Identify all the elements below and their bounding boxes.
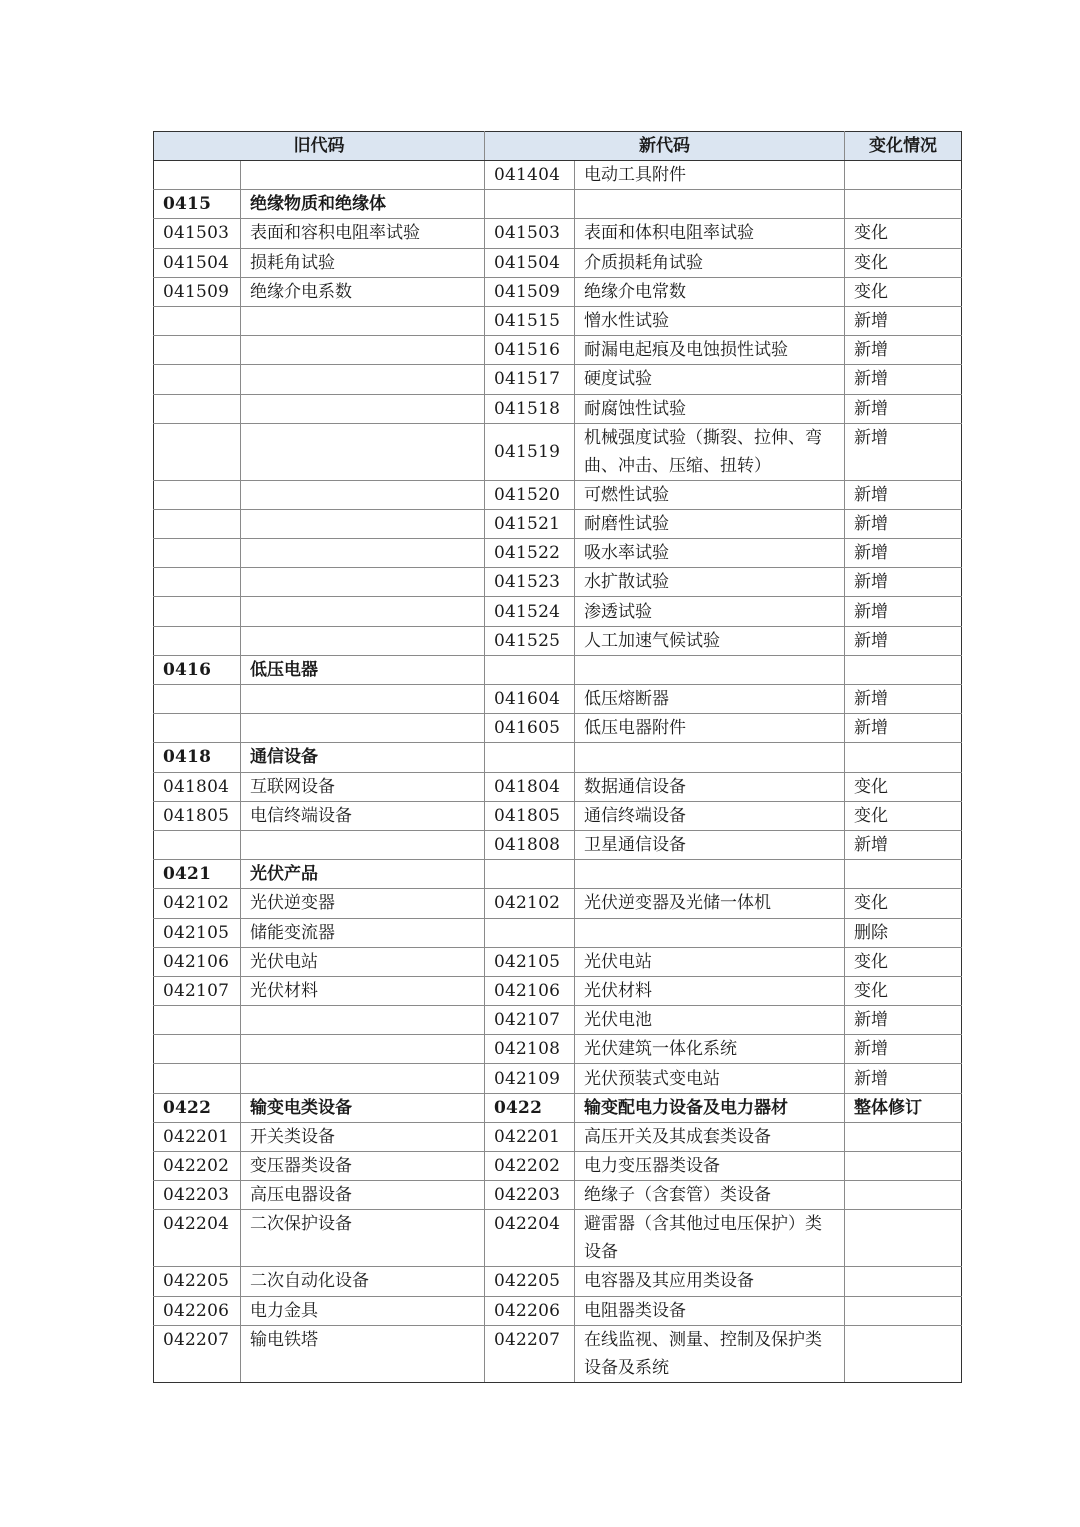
new-code-cell: 041516 xyxy=(485,336,575,365)
old-name-cell xyxy=(241,365,485,394)
table-row xyxy=(154,1267,962,1296)
new-code-cell: 041521 xyxy=(485,509,575,538)
old-code-cell: 0421 xyxy=(154,860,241,889)
new-name-cell: 电动工具附件 xyxy=(575,161,845,190)
change-cell: 新增 xyxy=(845,626,962,655)
table-row xyxy=(154,714,962,743)
new-code-cell: 041605 xyxy=(485,714,575,743)
new-name-cell: 通信终端设备 xyxy=(575,801,845,830)
change-cell: 新增 xyxy=(845,597,962,626)
change-cell: 新增 xyxy=(845,1035,962,1064)
change-cell xyxy=(845,1267,962,1296)
new-name-cell xyxy=(575,918,845,947)
table-row xyxy=(154,1035,962,1064)
new-code-cell: 041517 xyxy=(485,365,575,394)
new-code-cell: 041523 xyxy=(485,568,575,597)
old-name-cell: 开关类设备 xyxy=(241,1122,485,1151)
old-code-cell: 042202 xyxy=(154,1152,241,1181)
change-cell xyxy=(845,1325,962,1382)
new-name-cell: 耐腐蚀性试验 xyxy=(575,394,845,423)
old-code-cell xyxy=(154,568,241,597)
table-row xyxy=(154,685,962,714)
old-code-cell: 041504 xyxy=(154,248,241,277)
old-name-cell xyxy=(241,423,485,480)
old-name-cell: 光伏逆变器 xyxy=(241,889,485,918)
new-code-cell: 042207 xyxy=(485,1325,575,1382)
new-name-cell xyxy=(575,655,845,684)
new-code-cell: 041504 xyxy=(485,248,575,277)
new-name-cell: 渗透试验 xyxy=(575,597,845,626)
change-cell: 变化 xyxy=(845,801,962,830)
change-cell: 新增 xyxy=(845,423,962,480)
old-code-cell: 042107 xyxy=(154,976,241,1005)
change-cell: 变化 xyxy=(845,248,962,277)
old-code-cell: 041805 xyxy=(154,801,241,830)
table-row xyxy=(154,830,962,859)
old-code-cell xyxy=(154,714,241,743)
new-code-cell: 042109 xyxy=(485,1064,575,1093)
new-name-cell: 电阻器类设备 xyxy=(575,1296,845,1325)
new-code-cell: 041515 xyxy=(485,306,575,335)
table-row xyxy=(154,801,962,830)
new-code-cell: 042106 xyxy=(485,976,575,1005)
header-new-code: 新代码 xyxy=(485,132,845,161)
old-code-cell: 042205 xyxy=(154,1267,241,1296)
new-code-cell: 042108 xyxy=(485,1035,575,1064)
new-code-cell: 041525 xyxy=(485,626,575,655)
change-cell: 变化 xyxy=(845,772,962,801)
old-code-cell xyxy=(154,1035,241,1064)
new-name-cell: 硬度试验 xyxy=(575,365,845,394)
table-row xyxy=(154,161,962,190)
change-cell xyxy=(845,190,962,219)
change-cell: 整体修订 xyxy=(845,1093,962,1122)
new-name-cell: 绝缘子（含套管）类设备 xyxy=(575,1181,845,1210)
change-cell xyxy=(845,655,962,684)
old-name-cell: 输变电类设备 xyxy=(241,1093,485,1122)
new-name-cell: 电容器及其应用类设备 xyxy=(575,1267,845,1296)
table-row xyxy=(154,219,962,248)
change-cell: 新增 xyxy=(845,480,962,509)
change-cell: 新增 xyxy=(845,714,962,743)
new-name-cell: 在线监视、测量、控制及保护类设备及系统 xyxy=(575,1325,845,1382)
table-row xyxy=(154,1122,962,1151)
old-code-cell xyxy=(154,306,241,335)
change-cell: 新增 xyxy=(845,1006,962,1035)
change-cell xyxy=(845,1296,962,1325)
table-row xyxy=(154,1093,962,1122)
old-name-cell xyxy=(241,539,485,568)
new-name-cell: 绝缘介电常数 xyxy=(575,277,845,306)
new-code-cell: 041804 xyxy=(485,772,575,801)
old-name-cell: 高压电器设备 xyxy=(241,1181,485,1210)
new-name-cell: 机械强度试验（撕裂、拉伸、弯曲、冲击、压缩、扭转） xyxy=(575,423,845,480)
header-old-code: 旧代码 xyxy=(154,132,485,161)
change-cell xyxy=(845,1210,962,1267)
new-name-cell: 水扩散试验 xyxy=(575,568,845,597)
old-name-cell: 光伏电站 xyxy=(241,947,485,976)
table-row xyxy=(154,597,962,626)
new-name-cell: 吸水率试验 xyxy=(575,539,845,568)
change-cell: 新增 xyxy=(845,336,962,365)
change-cell xyxy=(845,1152,962,1181)
old-code-cell xyxy=(154,539,241,568)
new-code-cell xyxy=(485,190,575,219)
new-code-cell: 042204 xyxy=(485,1210,575,1267)
old-code-cell xyxy=(154,685,241,714)
old-name-cell xyxy=(241,626,485,655)
new-code-cell: 041522 xyxy=(485,539,575,568)
old-code-cell: 0422 xyxy=(154,1093,241,1122)
new-code-cell: 041404 xyxy=(485,161,575,190)
new-name-cell: 电力变压器类设备 xyxy=(575,1152,845,1181)
old-name-cell: 损耗角试验 xyxy=(241,248,485,277)
new-name-cell xyxy=(575,190,845,219)
old-name-cell: 通信设备 xyxy=(241,743,485,772)
table-row xyxy=(154,1064,962,1093)
new-code-cell: 042206 xyxy=(485,1296,575,1325)
new-name-cell: 低压电器附件 xyxy=(575,714,845,743)
new-code-cell: 041518 xyxy=(485,394,575,423)
old-name-cell xyxy=(241,306,485,335)
change-cell: 新增 xyxy=(845,365,962,394)
table-row xyxy=(154,480,962,509)
new-code-cell: 0422 xyxy=(485,1093,575,1122)
new-name-cell: 耐磨性试验 xyxy=(575,509,845,538)
new-code-cell: 042205 xyxy=(485,1267,575,1296)
change-cell: 新增 xyxy=(845,685,962,714)
old-code-cell xyxy=(154,1006,241,1035)
new-code-cell: 041808 xyxy=(485,830,575,859)
change-cell xyxy=(845,1181,962,1210)
old-name-cell xyxy=(241,336,485,365)
old-name-cell: 电力金具 xyxy=(241,1296,485,1325)
old-name-cell xyxy=(241,509,485,538)
old-code-cell xyxy=(154,597,241,626)
change-cell xyxy=(845,743,962,772)
table-row xyxy=(154,306,962,335)
table-row xyxy=(154,509,962,538)
new-code-cell: 041519 xyxy=(485,423,575,480)
old-code-cell xyxy=(154,394,241,423)
new-name-cell: 光伏逆变器及光储一体机 xyxy=(575,889,845,918)
change-cell: 新增 xyxy=(845,830,962,859)
change-cell xyxy=(845,860,962,889)
old-code-cell: 042207 xyxy=(154,1325,241,1382)
table-row xyxy=(154,947,962,976)
old-name-cell: 二次自动化设备 xyxy=(241,1267,485,1296)
table-row xyxy=(154,423,962,480)
old-name-cell xyxy=(241,394,485,423)
old-code-cell: 0418 xyxy=(154,743,241,772)
new-name-cell: 介质损耗角试验 xyxy=(575,248,845,277)
new-name-cell: 表面和体积电阻率试验 xyxy=(575,219,845,248)
new-name-cell: 人工加速气候试验 xyxy=(575,626,845,655)
new-name-cell: 数据通信设备 xyxy=(575,772,845,801)
change-cell: 新增 xyxy=(845,539,962,568)
header-change: 变化情况 xyxy=(845,132,962,161)
table-row xyxy=(154,1181,962,1210)
new-code-cell: 042202 xyxy=(485,1152,575,1181)
new-name-cell: 光伏材料 xyxy=(575,976,845,1005)
new-name-cell: 高压开关及其成套类设备 xyxy=(575,1122,845,1151)
new-code-cell: 041524 xyxy=(485,597,575,626)
old-code-cell: 041503 xyxy=(154,219,241,248)
old-code-cell: 041804 xyxy=(154,772,241,801)
old-name-cell: 绝缘介电系数 xyxy=(241,277,485,306)
new-name-cell: 光伏电站 xyxy=(575,947,845,976)
old-name-cell: 电信终端设备 xyxy=(241,801,485,830)
change-cell xyxy=(845,161,962,190)
new-code-cell: 041503 xyxy=(485,219,575,248)
new-code-cell: 041805 xyxy=(485,801,575,830)
new-code-cell: 041509 xyxy=(485,277,575,306)
change-cell xyxy=(845,1122,962,1151)
table-row xyxy=(154,394,962,423)
change-cell: 删除 xyxy=(845,918,962,947)
old-code-cell xyxy=(154,336,241,365)
old-name-cell xyxy=(241,685,485,714)
table-row xyxy=(154,860,962,889)
old-code-cell: 0416 xyxy=(154,655,241,684)
old-code-cell xyxy=(154,365,241,394)
old-name-cell: 光伏产品 xyxy=(241,860,485,889)
old-code-cell xyxy=(154,423,241,480)
old-name-cell: 变压器类设备 xyxy=(241,1152,485,1181)
change-cell: 变化 xyxy=(845,976,962,1005)
new-code-cell xyxy=(485,860,575,889)
old-code-cell: 042106 xyxy=(154,947,241,976)
table-header-row xyxy=(154,132,962,161)
old-code-cell: 0415 xyxy=(154,190,241,219)
change-cell: 新增 xyxy=(845,568,962,597)
new-code-cell: 042203 xyxy=(485,1181,575,1210)
new-code-cell: 041520 xyxy=(485,480,575,509)
old-code-cell xyxy=(154,830,241,859)
new-name-cell: 可燃性试验 xyxy=(575,480,845,509)
old-code-cell xyxy=(154,509,241,538)
new-code-cell: 042201 xyxy=(485,1122,575,1151)
new-code-cell: 042102 xyxy=(485,889,575,918)
table-row xyxy=(154,1325,962,1382)
table-row xyxy=(154,976,962,1005)
change-cell: 新增 xyxy=(845,509,962,538)
table-row xyxy=(154,336,962,365)
new-name-cell: 憎水性试验 xyxy=(575,306,845,335)
table-row xyxy=(154,539,962,568)
change-cell: 变化 xyxy=(845,947,962,976)
old-name-cell xyxy=(241,714,485,743)
change-cell: 新增 xyxy=(845,306,962,335)
old-name-cell: 互联网设备 xyxy=(241,772,485,801)
change-cell: 变化 xyxy=(845,277,962,306)
table-row xyxy=(154,1152,962,1181)
old-name-cell: 储能变流器 xyxy=(241,918,485,947)
old-name-cell xyxy=(241,1006,485,1035)
old-code-cell: 042105 xyxy=(154,918,241,947)
old-code-cell xyxy=(154,1064,241,1093)
table-row xyxy=(154,277,962,306)
old-name-cell: 表面和容积电阻率试验 xyxy=(241,219,485,248)
old-name-cell: 光伏材料 xyxy=(241,976,485,1005)
new-name-cell: 输变配电力设备及电力器材 xyxy=(575,1093,845,1122)
table-row xyxy=(154,1296,962,1325)
table-row xyxy=(154,190,962,219)
new-name-cell: 光伏预装式变电站 xyxy=(575,1064,845,1093)
new-name-cell: 耐漏电起痕及电蚀损性试验 xyxy=(575,336,845,365)
old-name-cell xyxy=(241,597,485,626)
code-change-table xyxy=(153,131,962,1383)
new-code-cell xyxy=(485,655,575,684)
old-code-cell: 042203 xyxy=(154,1181,241,1210)
old-name-cell: 二次保护设备 xyxy=(241,1210,485,1267)
change-cell: 变化 xyxy=(845,219,962,248)
old-code-cell xyxy=(154,626,241,655)
table-row xyxy=(154,568,962,597)
old-code-cell: 042102 xyxy=(154,889,241,918)
new-name-cell: 卫星通信设备 xyxy=(575,830,845,859)
new-code-cell xyxy=(485,743,575,772)
change-cell: 变化 xyxy=(845,889,962,918)
old-name-cell: 绝缘物质和绝缘体 xyxy=(241,190,485,219)
old-code-cell: 042206 xyxy=(154,1296,241,1325)
table-row xyxy=(154,626,962,655)
old-name-cell xyxy=(241,1035,485,1064)
table-row xyxy=(154,1210,962,1267)
table-row xyxy=(154,918,962,947)
change-cell: 新增 xyxy=(845,394,962,423)
table-body xyxy=(154,161,962,1383)
old-code-cell: 041509 xyxy=(154,277,241,306)
old-name-cell xyxy=(241,161,485,190)
table-row xyxy=(154,248,962,277)
new-name-cell xyxy=(575,743,845,772)
old-name-cell xyxy=(241,830,485,859)
table-row xyxy=(154,772,962,801)
new-code-cell xyxy=(485,918,575,947)
new-name-cell: 光伏电池 xyxy=(575,1006,845,1035)
change-cell: 新增 xyxy=(845,1064,962,1093)
new-name-cell: 低压熔断器 xyxy=(575,685,845,714)
old-name-cell: 输电铁塔 xyxy=(241,1325,485,1382)
new-code-cell: 042107 xyxy=(485,1006,575,1035)
new-name-cell: 避雷器（含其他过电压保护）类设备 xyxy=(575,1210,845,1267)
table-row xyxy=(154,743,962,772)
old-name-cell: 低压电器 xyxy=(241,655,485,684)
new-code-cell: 042105 xyxy=(485,947,575,976)
old-code-cell xyxy=(154,161,241,190)
old-code-cell: 042204 xyxy=(154,1210,241,1267)
table-row xyxy=(154,655,962,684)
old-name-cell xyxy=(241,480,485,509)
table-row xyxy=(154,889,962,918)
old-name-cell xyxy=(241,568,485,597)
old-code-cell: 042201 xyxy=(154,1122,241,1151)
old-name-cell xyxy=(241,1064,485,1093)
table-row xyxy=(154,365,962,394)
new-name-cell: 光伏建筑一体化系统 xyxy=(575,1035,845,1064)
new-name-cell xyxy=(575,860,845,889)
old-code-cell xyxy=(154,480,241,509)
new-code-cell: 041604 xyxy=(485,685,575,714)
table-row xyxy=(154,1006,962,1035)
